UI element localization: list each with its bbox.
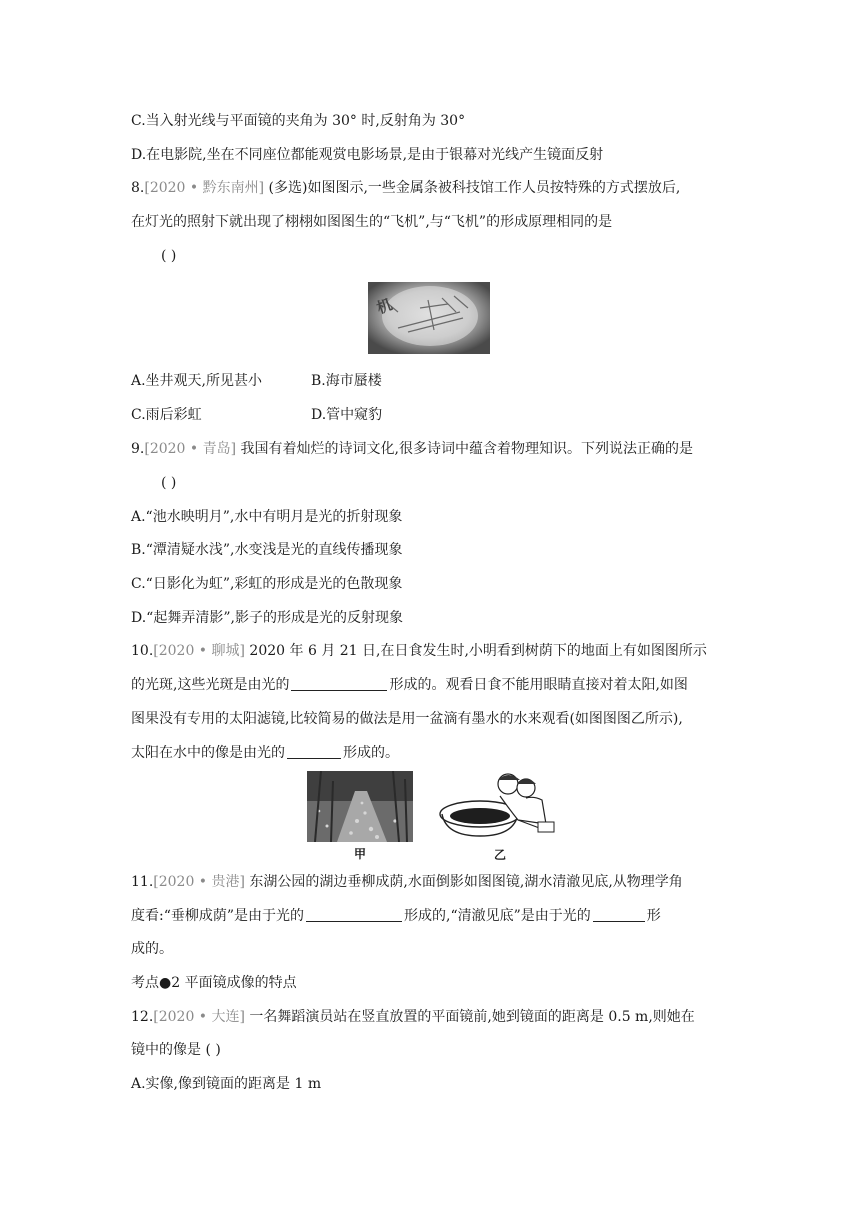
q8-airplane-figure xyxy=(368,282,490,354)
q10-blank-1[interactable] xyxy=(291,676,387,691)
q11-stem-line3: 成的。 xyxy=(131,941,173,957)
section-heading: 考点●2 平面镜成像的特点 xyxy=(131,975,297,991)
q9-answer-paren: ( ) xyxy=(161,475,177,491)
q8-number: 8. xyxy=(131,180,145,196)
q12-source: [2020 • 大连] xyxy=(153,1009,245,1025)
q10-blank-2[interactable] xyxy=(287,744,341,759)
q11-number: 11. xyxy=(131,874,154,890)
q10-stem-line2 xyxy=(131,675,688,695)
q12-stem-line2: 镜中的像是 ( ) xyxy=(131,1042,221,1058)
q10-text-4b: 形成的。 xyxy=(343,745,399,761)
q12-text: 一名舞蹈演员站在竖直放置的平面镜前,她到镜面的距离是 0.5 m,则她在 xyxy=(244,1009,695,1025)
q12-number: 12. xyxy=(131,1009,154,1025)
q8-option-d: D.管中窥豹 xyxy=(311,407,383,423)
q8-answer-paren: ( ) xyxy=(161,248,177,264)
q12-option-a: A.实像,像到镜面的距离是 1 m xyxy=(131,1076,322,1092)
q11-text-2a: 度看:“垂柳成荫”是由于光的 xyxy=(131,908,305,924)
q11-blank-2[interactable] xyxy=(593,907,645,922)
q10-caption-yi: 乙 xyxy=(494,848,507,862)
q11-stem-line1 xyxy=(131,872,683,892)
q10-text-2a: 的光斑,这些光斑是由光的 xyxy=(131,677,290,693)
q10-figure-jia-light-spots xyxy=(307,771,413,842)
q8-option-b: B.海市蜃楼 xyxy=(311,373,382,389)
q9-text: 我国有着灿烂的诗词文化,很多诗词中蕴含着物理知识。下列说法正确的是 xyxy=(236,441,693,457)
q11-blank-1[interactable] xyxy=(306,907,402,922)
q10-stem-line1 xyxy=(131,641,707,661)
q10-text-2b: 形成的。观看日食不能用眼睛直接对着太阳,如图 xyxy=(389,677,688,693)
q11-text-2c: 形 xyxy=(646,908,661,924)
q8-option-c: C.雨后彩虹 xyxy=(131,407,202,423)
q10-number: 10. xyxy=(131,643,154,659)
q8-stem-line2: 在灯光的照射下就出现了栩栩如图图生的“飞机”,与“飞机”的形成原理相同的是 xyxy=(131,214,613,230)
q9-option-d: D.“起舞弄清影”,影子的形成是光的反射现象 xyxy=(131,610,403,626)
q8-source: [2020 • 黔东南州] xyxy=(144,180,265,196)
q9-option-a: A.“池水映明月”,水中有明月是光的折射现象 xyxy=(131,509,403,525)
q10-stem-line4 xyxy=(131,743,399,763)
q10-source: [2020 • 聊城] xyxy=(153,643,245,659)
q8-option-a: A.坐井观天,所见甚小 xyxy=(131,373,263,389)
q11-source: [2020 • 贵港] xyxy=(153,874,245,890)
q9-number: 9. xyxy=(131,441,145,457)
q11-text: 东湖公园的湖边垂柳成荫,水面倒影如图图镜,湖水清澈见底,从物理学角 xyxy=(244,874,683,890)
q11-stem-line2 xyxy=(131,906,661,926)
q7-option-c: C.当入射光线与平面镜的夹角为 30° 时,反射角为 30° xyxy=(131,113,466,129)
q8-text: (多选)如图图示,一些金属条被科技馆工作人员按特殊的方式摆放后, xyxy=(264,180,681,196)
q10-figure-yi-basin xyxy=(438,770,558,842)
q10-caption-jia: 甲 xyxy=(354,847,367,861)
q7-option-d: D.在电影院,坐在不同座位都能观赏电影场景,是由于银幕对光线产生镜面反射 xyxy=(131,147,604,163)
q11-text-2b: 形成的,“清澈见底”是由于光的 xyxy=(404,908,591,924)
q9-source: [2020 • 青岛] xyxy=(144,441,237,457)
q10-text-4a: 太阳在水中的像是由光的 xyxy=(131,745,285,761)
q9-stem-line1 xyxy=(131,439,693,459)
q10-text: 2020 年 6 月 21 日,在日食发生时,小明看到树荫下的地面上有如图图所示 xyxy=(244,643,707,659)
q10-stem-line3: 图果没有专用的太阳滤镜,比较简易的做法是用一盆滴有墨水的水来观看(如图图图乙所示), xyxy=(131,711,683,727)
svg-text:机: 机 xyxy=(374,295,395,318)
q8-stem-line1 xyxy=(131,178,680,198)
q9-option-c: C.“日影化为虹”,彩虹的形成是光的色散现象 xyxy=(131,576,403,592)
q9-option-b: B.“潭清疑水浅”,水变浅是光的直线传播现象 xyxy=(131,542,403,558)
q12-stem-line1 xyxy=(131,1007,695,1027)
